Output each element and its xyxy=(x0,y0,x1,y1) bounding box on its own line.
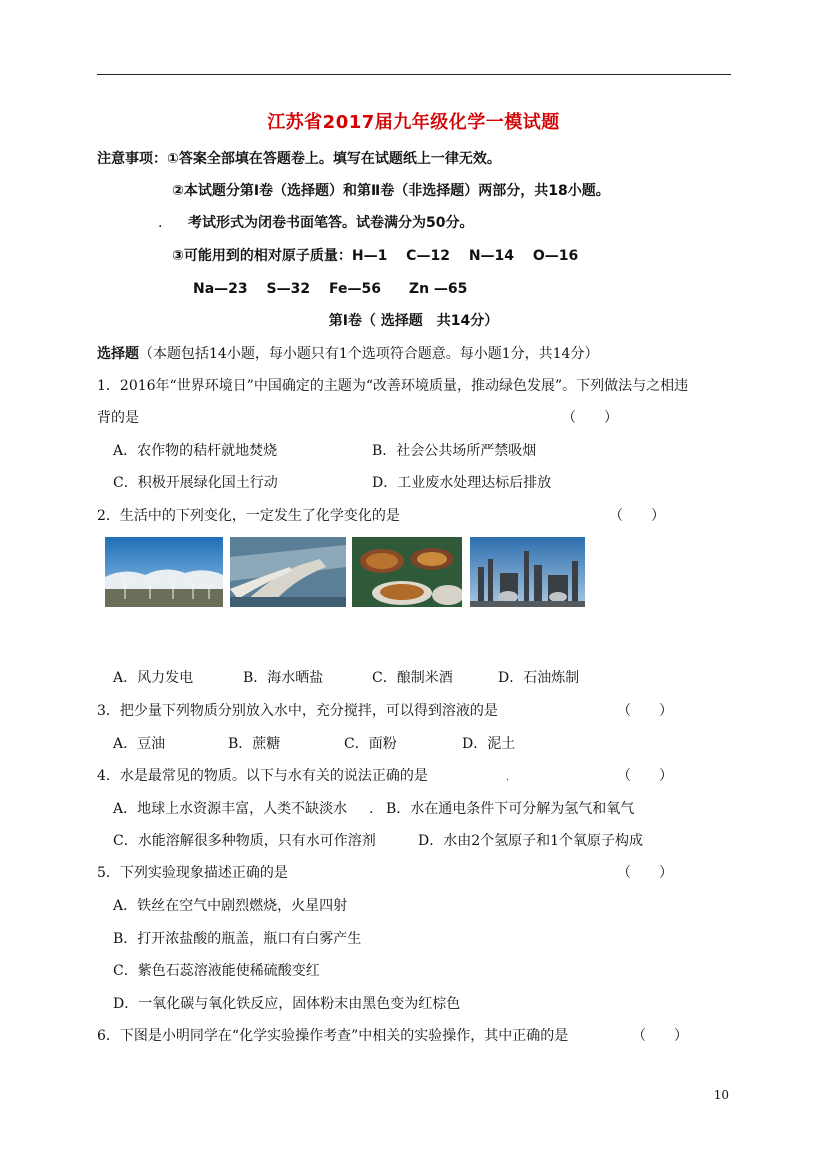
q3-option-a: A．豆油 xyxy=(113,736,166,752)
q4-option-a-mark: . xyxy=(369,801,374,817)
q5-option-a: A．铁丝在空气中剧烈燃烧，火星四射 xyxy=(113,898,348,914)
q4-answer-paren: （ ） xyxy=(617,768,673,784)
q1-stem-line-2: 背的是 xyxy=(97,410,139,426)
q5-option-c: C．紫色石蕊溶液能使稀硫酸变红 xyxy=(113,963,320,979)
q6-answer-paren: （ ） xyxy=(632,1028,688,1044)
q3-option-b: B．蔗糖 xyxy=(228,736,281,752)
q1-option-d: D．工业废水处理达标后排放 xyxy=(372,475,552,491)
q4-option-a: A．地球上水资源丰富，人类不缺淡水 xyxy=(113,801,348,817)
q3-stem: 3．把少量下列物质分别放入水中，充分搅拌，可以得到溶液的是 xyxy=(97,703,498,719)
header-rule xyxy=(97,74,731,75)
page-title: 江苏省2017届九年级化学一模试题 xyxy=(267,112,560,133)
q3-option-d: D．泥土 xyxy=(462,736,516,752)
q2-stem: 2．生活中的下列变化，一定发生了化学变化的是 xyxy=(97,508,400,524)
q5-answer-paren: （ ） xyxy=(617,865,673,881)
q2-answer-paren: （ ） xyxy=(609,508,665,524)
notice-line-2: ②本试题分第Ⅰ卷（选择题）和第Ⅱ卷（非选择题）两部分，共18小题。 xyxy=(172,183,610,199)
section-title: 第Ⅰ卷（ 选择题 共14分） xyxy=(328,313,499,329)
rice-wine-photo xyxy=(352,537,462,607)
q1-option-a: A．农作物的秸杆就地焚烧 xyxy=(113,443,278,459)
q4-option-c: C．水能溶解很多种物质，只有水可作溶剂 xyxy=(113,833,376,849)
notice-line-5: Na—23 S—32 Fe—56 Zn —65 xyxy=(193,281,468,297)
q1-stem-line-1: 1．2016年“世界环境日”中国确定的主题为“改善环境质量，推动绿色发展”。下列做法与之相违 xyxy=(97,378,689,394)
q4-option-d: D．水由2个氢原子和1个氧原子构成 xyxy=(418,833,644,849)
q4-stem-mark: . xyxy=(506,773,509,783)
q3-answer-paren: （ ） xyxy=(617,703,673,719)
q6-stem: 6．下图是小明同学在“化学实验操作考查”中相关的实验操作，其中正确的是 xyxy=(97,1028,569,1044)
wind-power-photo xyxy=(105,537,223,607)
q5-option-b: B．打开浓盐酸的瓶盖，瓶口有白雾产生 xyxy=(113,931,362,947)
q4-option-b: B．水在通电条件下可分解为氢气和氧气 xyxy=(386,801,635,817)
notice-line-3-mark: . xyxy=(158,215,163,231)
q3-option-c: C．面粉 xyxy=(344,736,397,752)
oil-refinery-photo xyxy=(470,537,585,607)
q2-option-d: D．石油炼制 xyxy=(498,670,580,686)
page-number: 10 xyxy=(713,1088,729,1102)
q2-option-b: B．海水晒盐 xyxy=(243,670,324,686)
notice-line-1: 注意事项：①答案全部填在答题卷上。填写在试题纸上一律无效。 xyxy=(97,151,501,167)
sea-salt-photo xyxy=(230,537,346,607)
q1-option-c: C．积极开展绿化国土行动 xyxy=(113,475,278,491)
q1-option-b: B．社会公共场所严禁吸烟 xyxy=(372,443,537,459)
section-intro-label: 选择题 xyxy=(97,346,139,362)
q2-option-c: C．酿制米酒 xyxy=(372,670,453,686)
notice-line-3: 考试形式为闭卷书面笔答。试卷满分为50分。 xyxy=(188,215,474,231)
q1-answer-paren: （ ） xyxy=(562,410,618,426)
notice-line-4: ③可能用到的相对原子质量：H—1 C—12 N—14 O—16 xyxy=(172,248,579,264)
q5-option-d: D．一氧化碳与氧化铁反应，固体粉末由黑色变为红棕色 xyxy=(113,996,461,1012)
q4-stem: 4．水是最常见的物质。以下与水有关的说法正确的是 xyxy=(97,768,428,784)
section-intro-text: （本题包括14小题，每小题只有1个选项符合题意。每小题1分，共14分） xyxy=(139,346,599,362)
q2-option-a: A．风力发电 xyxy=(113,670,194,686)
section-intro xyxy=(97,345,598,363)
q5-stem: 5．下列实验现象描述正确的是 xyxy=(97,865,288,881)
